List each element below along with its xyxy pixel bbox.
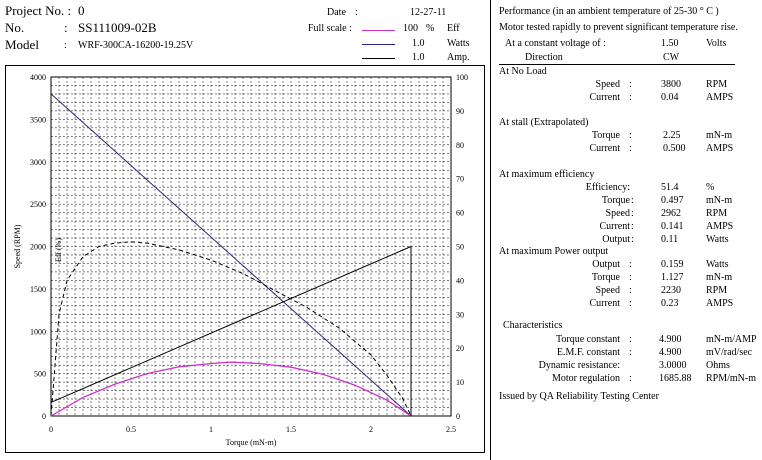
x-tick-label: 0.5 — [126, 425, 136, 434]
y2-axis-label: Eff (%) — [54, 237, 63, 263]
char-title: Characteristics — [503, 320, 563, 331]
series-current-line — [51, 247, 411, 403]
maxpow-unit: AMPS — [706, 298, 734, 309]
maxeff-value: 0.497 — [661, 195, 684, 206]
fullscale-label: Full scale : — [308, 23, 352, 34]
char-label: Motor regulation — [551, 373, 620, 384]
y2-tick-label: 20 — [456, 344, 464, 354]
y2-tick-label: 90 — [456, 106, 464, 116]
performance-panel — [490, 0, 762, 460]
noload-label: Current — [589, 92, 620, 103]
stall-value: 0.500 — [663, 143, 686, 154]
no-label: No. — [5, 20, 25, 35]
row-colon: : — [629, 285, 632, 296]
no-value: SS111009-02B — [78, 20, 157, 35]
y-tick-label: 3500 — [30, 115, 46, 125]
row-colon: : — [629, 272, 632, 283]
maxeff-label: Efficiency: — [585, 182, 630, 193]
x-tick-label: 2 — [369, 425, 373, 434]
x-tick-label: 2.5 — [446, 425, 456, 434]
char-value: 1685.88 — [659, 373, 692, 384]
panel-title: Performance (in an ambient temperature of 25-30 ° C ) — [499, 6, 719, 17]
stall-value: 2.25 — [663, 130, 681, 141]
model-label: Model — [5, 37, 39, 52]
char-value: 4.900 — [659, 334, 682, 345]
noload-value: 3800 — [661, 79, 681, 90]
model-value: WRF-300CA-16200-19.25V — [78, 40, 194, 51]
maxeff-label: Output — [602, 234, 630, 245]
stall-label: Torque — [591, 130, 620, 141]
date-colon: : — [355, 7, 358, 18]
row-colon: : — [631, 208, 634, 219]
char-value: 3.0000 — [659, 360, 687, 371]
noload-unit: AMPS — [706, 92, 734, 103]
maxeff-value: 2962 — [661, 208, 681, 219]
y-tick-label: 0 — [42, 412, 46, 421]
char-unit: mV/rad/sec — [706, 347, 753, 358]
maxpow-unit: RPM — [706, 285, 728, 296]
y-tick-label: 1000 — [30, 327, 46, 337]
y2-tick-label: 0 — [456, 412, 460, 421]
maxeff-unit: AMPS — [706, 221, 734, 232]
noload-value: 0.04 — [661, 92, 679, 103]
row-colon: : — [629, 79, 632, 90]
maxpow-label: Torque — [591, 272, 620, 283]
y2-tick-label: 70 — [456, 174, 464, 184]
maxpow-label: Current — [589, 298, 620, 309]
maxeff-unit: mN-m — [706, 195, 733, 206]
char-unit: mN-m/AMP — [706, 334, 757, 345]
maxpow-unit: mN-m — [706, 272, 733, 283]
no-colon: : — [64, 20, 68, 35]
char-label: Torque constant — [555, 334, 620, 345]
row-colon: : — [629, 373, 632, 384]
issued-by: Issued by QA Reliability Testing Center — [499, 391, 659, 402]
row-colon: : — [629, 298, 632, 309]
stall-unit: AMPS — [706, 143, 734, 154]
char-label: E.M.F. constant — [556, 347, 620, 358]
legend-watts-name: Watts — [447, 38, 470, 49]
stall-label: Current — [589, 143, 620, 154]
y2-tick-label: 10 — [456, 378, 464, 388]
legend-eff-unit: % — [426, 23, 435, 34]
const-voltage-value: 1.50 — [661, 38, 679, 49]
row-colon: : — [631, 234, 634, 245]
direction-underline — [499, 64, 735, 65]
maxeff-value: 0.141 — [661, 221, 684, 232]
y2-tick-label: 100 — [456, 73, 468, 82]
noload-title: At No Load — [499, 66, 547, 77]
maxeff-unit: Watts — [706, 234, 729, 245]
maxpow-value: 1.127 — [661, 272, 684, 283]
y-axis-label: Speed (RPM) — [13, 224, 22, 269]
y-tick-label: 4000 — [30, 73, 46, 82]
project-label: Project No. : — [5, 3, 72, 18]
maxpow-value: 0.23 — [661, 298, 679, 309]
y-tick-label: 3000 — [30, 157, 46, 167]
stall-title: At stall (Extrapolated) — [499, 117, 589, 128]
maxpow-label: Output — [592, 259, 620, 270]
y-tick-label: 500 — [34, 369, 46, 379]
y-tick-label: 2500 — [30, 200, 46, 210]
char-value: 4.900 — [659, 347, 682, 358]
date-label: Date — [327, 7, 346, 18]
maxeff-title: At maximum efficiency — [499, 169, 595, 180]
y2-tick-label: 30 — [456, 310, 464, 320]
row-colon: : — [629, 259, 632, 270]
maxeff-value: 51.4 — [661, 182, 679, 193]
maxeff-value: 0.11 — [661, 234, 679, 245]
y-tick-label: 2000 — [30, 242, 46, 252]
noload-unit: RPM — [706, 79, 728, 90]
maxpow-unit: Watts — [706, 259, 729, 270]
maxeff-label: Current — [599, 221, 630, 232]
y2-tick-label: 50 — [456, 242, 464, 252]
direction-label: Direction — [525, 52, 563, 63]
row-colon: : — [629, 334, 632, 345]
noload-label: Speed — [595, 79, 620, 90]
direction-value: CW — [663, 52, 680, 63]
row-colon: : — [631, 221, 634, 232]
char-unit: RPM/mN-m — [706, 373, 757, 384]
legend-eff-name: Eff — [447, 23, 460, 34]
maxeff-label: Speed — [605, 208, 630, 219]
const-voltage-unit: Volts — [706, 38, 727, 49]
x-tick-label: 1 — [209, 425, 213, 434]
maxeff-label: Torque — [601, 195, 630, 206]
series-output-line — [51, 362, 411, 416]
y2-tick-label: 80 — [456, 140, 464, 150]
maxpow-title: At maximum Power output — [499, 246, 609, 257]
maxpow-value: 0.159 — [661, 259, 684, 270]
maxeff-unit: RPM — [706, 208, 728, 219]
x-axis-label: Torque (mN-m) — [225, 438, 277, 447]
maxpow-label: Speed — [595, 285, 620, 296]
legend-amp-value: 1.0 — [412, 52, 425, 63]
maxpow-value: 2230 — [661, 285, 681, 296]
legend-eff-value: 100 — [403, 23, 418, 34]
stall-unit: mN-m — [706, 130, 733, 141]
y2-tick-label: 40 — [456, 276, 464, 286]
const-voltage-label: At a constant voltage of : — [505, 38, 606, 49]
panel-note: Motor tested rapidly to prevent significant temperature rise. — [499, 22, 738, 33]
char-label: Dynamic resistance: — [538, 360, 620, 371]
project-value: 0 — [78, 3, 85, 18]
model-colon: : — [64, 40, 67, 51]
row-colon: : — [629, 92, 632, 103]
x-tick-label: 1.5 — [286, 425, 296, 434]
date-value: 12-27-11 — [410, 7, 447, 18]
char-unit: Ohms — [706, 360, 730, 371]
row-colon: : — [629, 347, 632, 358]
maxeff-unit: % — [706, 182, 715, 193]
legend-amp-name: Amp. — [447, 52, 470, 63]
series-eff-line — [51, 242, 411, 416]
row-colon: : — [631, 195, 634, 206]
row-colon: : — [629, 130, 632, 141]
y-tick-label: 1500 — [30, 284, 46, 294]
y2-tick-label: 60 — [456, 208, 464, 218]
legend-watts-value: 1.0 — [412, 38, 425, 49]
row-colon: : — [629, 143, 632, 154]
x-tick-label: 0 — [49, 425, 53, 434]
